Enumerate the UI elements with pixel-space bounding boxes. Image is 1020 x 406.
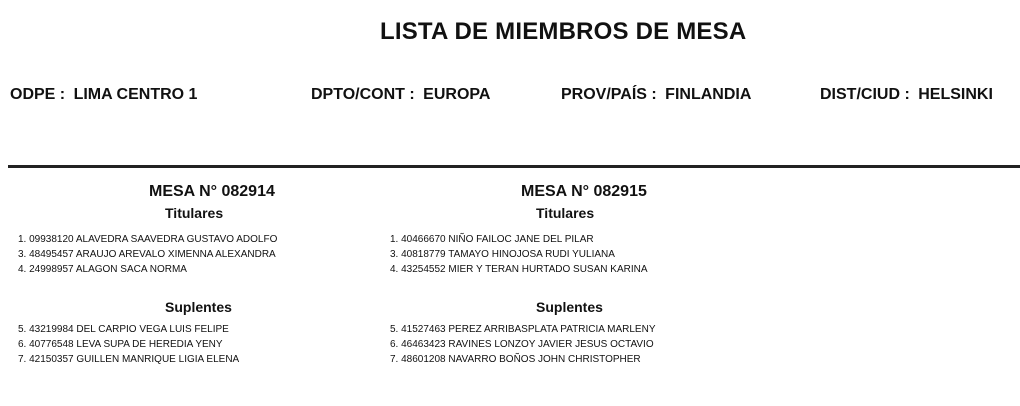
document-title: LISTA DE MIEMBROS DE MESA — [380, 18, 747, 45]
mesa-block — [390, 181, 790, 367]
header-divider — [8, 165, 1020, 168]
titulares-list — [18, 232, 378, 277]
member-item: 3. 48495457 ARAUJO AREVALO XIMENNA ALEXANDRA — [18, 249, 276, 260]
mesa-block — [18, 181, 378, 367]
member-item: 6. 40776548 LEVA SUPA DE HEREDIA YENY — [18, 339, 223, 350]
member-item: 6. 46463423 RAVINES LONZOY JAVIER JESUS OCTAVIO — [390, 339, 654, 350]
meta-dpto-value: EUROPA — [423, 86, 491, 103]
meta-odpe-value: LIMA CENTRO 1 — [73, 86, 198, 103]
suplentes-heading: Suplentes — [536, 299, 603, 315]
meta-prov — [561, 86, 751, 104]
titulares-list — [390, 232, 790, 277]
member-item: 3. 40818779 TAMAYO HINOJOSA RUDI YULIANA — [390, 249, 615, 260]
meta-dist-value: HELSINKI — [918, 86, 993, 103]
member-item: 5. 43219984 DEL CARPIO VEGA LUIS FELIPE — [18, 324, 229, 335]
suplentes-list — [18, 322, 378, 367]
meta-prov-value: FINLANDIA — [665, 86, 752, 103]
meta-prov-label: PROV/PAÍS : — [561, 86, 657, 103]
mesa-title: MESA N° 082915 — [521, 183, 647, 200]
member-item: 5. 41527463 PEREZ ARRIBASPLATA PATRICIA MARLENY — [390, 324, 656, 335]
meta-dist-label: DIST/CIUD : — [820, 86, 910, 103]
member-item: 4. 43254552 MIER Y TERAN HURTADO SUSAN KARINA — [390, 264, 648, 275]
suplentes-heading: Suplentes — [165, 299, 232, 315]
meta-odpe-label: ODPE : — [10, 86, 66, 103]
member-item: 7. 48601208 NAVARRO BOÑOS JOHN CHRISTOPHER — [390, 354, 641, 365]
meta-dpto — [311, 86, 490, 104]
member-item: 1. 09938120 ALAVEDRA SAAVEDRA GUSTAVO ADOLFO — [18, 234, 278, 245]
member-item: 1. 40466670 NIÑO FAILOC JANE DEL PILAR — [390, 234, 594, 245]
titulares-heading: Titulares — [536, 205, 595, 221]
suplentes-list — [390, 322, 790, 367]
member-item: 7. 42150357 GUILLEN MANRIQUE LIGIA ELENA — [18, 354, 240, 365]
meta-odpe — [10, 86, 197, 104]
mesa-title: MESA N° 082914 — [149, 183, 275, 200]
titulares-heading: Titulares — [165, 205, 224, 221]
member-item: 4. 24998957 ALAGON SACA NORMA — [18, 264, 187, 275]
meta-dpto-label: DPTO/CONT : — [311, 86, 415, 103]
meta-dist — [820, 86, 993, 104]
